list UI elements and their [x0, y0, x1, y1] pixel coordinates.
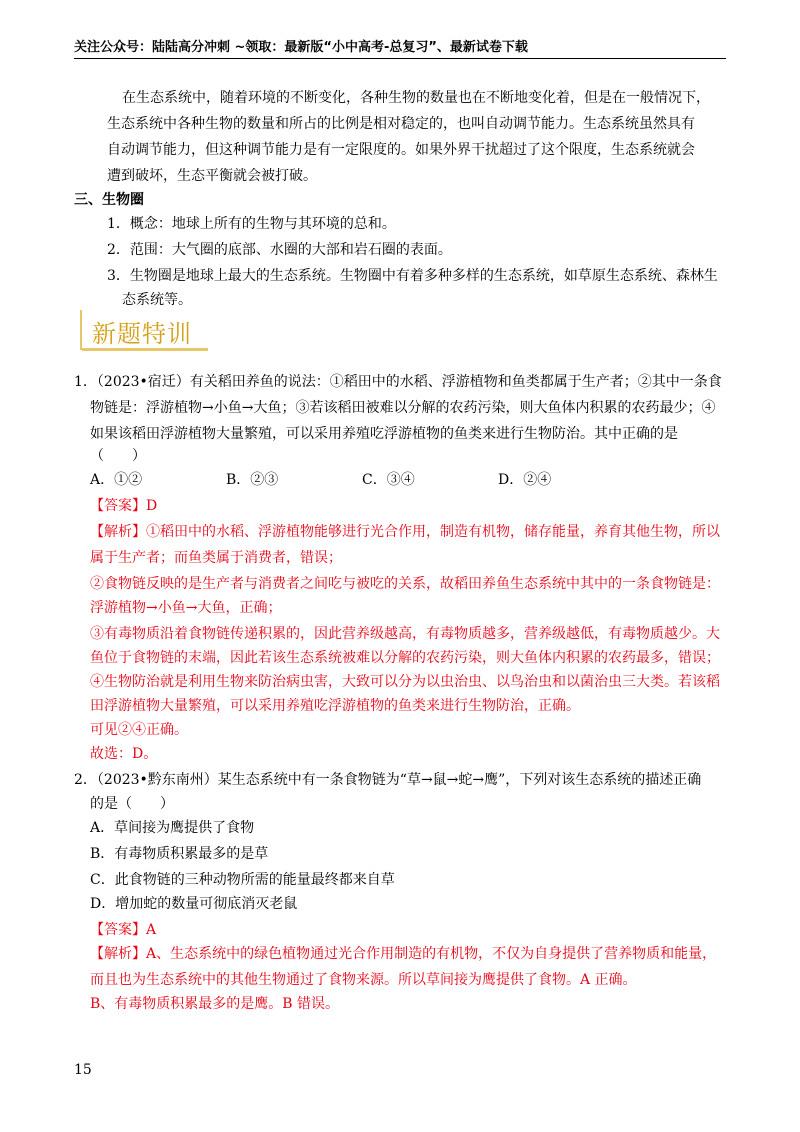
page-number: 15: [74, 1062, 92, 1078]
option-c: C．此食物链的三种动物所需的能量最终都来自草: [90, 872, 395, 888]
option-d: D．增加蛇的数量可彻底消灭老鼠: [90, 896, 298, 912]
option-d: D．②④: [498, 472, 552, 488]
option-a: A．草间接为鹰提供了食物: [90, 820, 255, 836]
paragraph-line: 自动调节能力，但这种调节能力是有一定限度的。如果外界干扰超过了这个限度，生态系统就会: [107, 142, 695, 158]
banner-title: 新题特训: [92, 320, 192, 348]
answer: 【答案】A: [90, 922, 157, 938]
list-item: 2．范围：大气圈的底部、水圈的大部和岩石圈的表面。: [107, 242, 452, 258]
analysis-line: B、有毒物质积累最多的是鹰。B 错误。: [90, 996, 340, 1012]
analysis-line: 属于生产者；而鱼类属于消费者，错误；: [90, 550, 342, 566]
paragraph-line: 遭到破坏，生态平衡就会被打破。: [107, 168, 317, 184]
analysis-line: 而且也为生态系统中的其他生物通过了食物来源。所以草间接为鹰提供了食物。A 正确。: [90, 972, 637, 988]
option-b: B．②③: [226, 472, 279, 488]
analysis-line: ④生物防治就是利用生物来防治病虫害，大致可以分为以虫治虫、以鸟治虫和以菌治虫三大类。若该稻: [90, 674, 720, 690]
paragraph-line: 在生态系统中，随着环境的不断变化，各种生物的数量也在不断地变化着，但是在一般情况下，: [122, 90, 710, 106]
analysis-line: ②食物链反映的是生产者与消费者之间吃与被吃的关系，故稻田养鱼生态系统中其中的一条食物链是：: [90, 576, 720, 592]
options-row: [90, 470, 634, 490]
banner-decoration: [80, 310, 82, 350]
analysis-line: 鱼位于食物链的末端，因此若该生态系统被难以分解的农药污染，则大鱼体内积累的农药最多，错误；: [90, 650, 720, 666]
question-stem: 1．（2023•宿迁）有关稻田养鱼的说法：①稻田中的水稻、浮游植物和鱼类都属于生产者；②其中一条食: [74, 374, 722, 390]
analysis-line: 【解析】A、生态系统中的绿色植物通过光合作用制造的有机物，不仅为自身提供了营养物质和能量，: [90, 946, 717, 962]
option-b: B．有毒物质积累最多的是草: [90, 846, 269, 862]
analysis-line: 浮游植物→小鱼→大鱼，正确；: [90, 600, 282, 616]
header-divider: [74, 58, 726, 59]
section-banner: [74, 308, 214, 352]
question-stem: 如果该稻田浮游植物大量繁殖，可以采用养殖吃浮游植物的鱼类来进行生物防治。其中正确的是: [90, 426, 678, 442]
list-item: 态系统等。: [122, 292, 192, 308]
list-item: 3．生物圈是地球上最大的生态系统。生物圈中有着多种多样的生态系统，如草原生态系统、森林生: [107, 268, 718, 284]
analysis-line: 可见②④正确。: [90, 722, 188, 738]
question-stem: 2．（2023•黔东南州）某生态系统中有一条食物链为“草→鼠→蛇→鹰”，下列对该生态系统的描述正确: [74, 772, 702, 788]
analysis-line: 田浮游植物大量繁殖，可以采用养殖吃浮游植物的鱼类来进行生物防治，正确。: [90, 698, 580, 714]
page-header: 关注公众号：陆陆高分冲刺 ~领取：最新版“小中高考-总复习”、最新试卷下载: [74, 40, 528, 55]
banner-underline: [82, 348, 208, 351]
analysis-line: 故选：D。: [90, 746, 158, 762]
question-stem: 物链是：浮游植物→小鱼→大鱼；③若该稻田被难以分解的农药污染，则大鱼体内积累的农药最少；④: [90, 400, 716, 416]
answer: 【答案】D: [90, 498, 158, 514]
analysis-line: 【解析】①稻田中的水稻、浮游植物能够进行光合作用，制造有机物，储存能量，养育其他生物，所以: [90, 524, 720, 540]
paragraph-line: 生态系统中各种生物的数量和所占的比例是相对稳定的，也叫自动调节能力。生态系统虽然具有: [107, 116, 695, 132]
analysis-line: ③有毒物质沿着食物链传递积累的，因此营养级越高，有毒物质越多，营养级越低，有毒物质越少。大: [90, 626, 720, 642]
list-item: 1．概念：地球上所有的生物与其环境的总和。: [107, 216, 396, 232]
question-stem: （ ）: [90, 448, 146, 464]
question-stem: 的是（ ）: [90, 796, 174, 812]
section-heading: 三、生物圈: [74, 192, 144, 208]
option-c: C．③④: [362, 472, 415, 488]
option-a: A．①②: [90, 472, 143, 488]
